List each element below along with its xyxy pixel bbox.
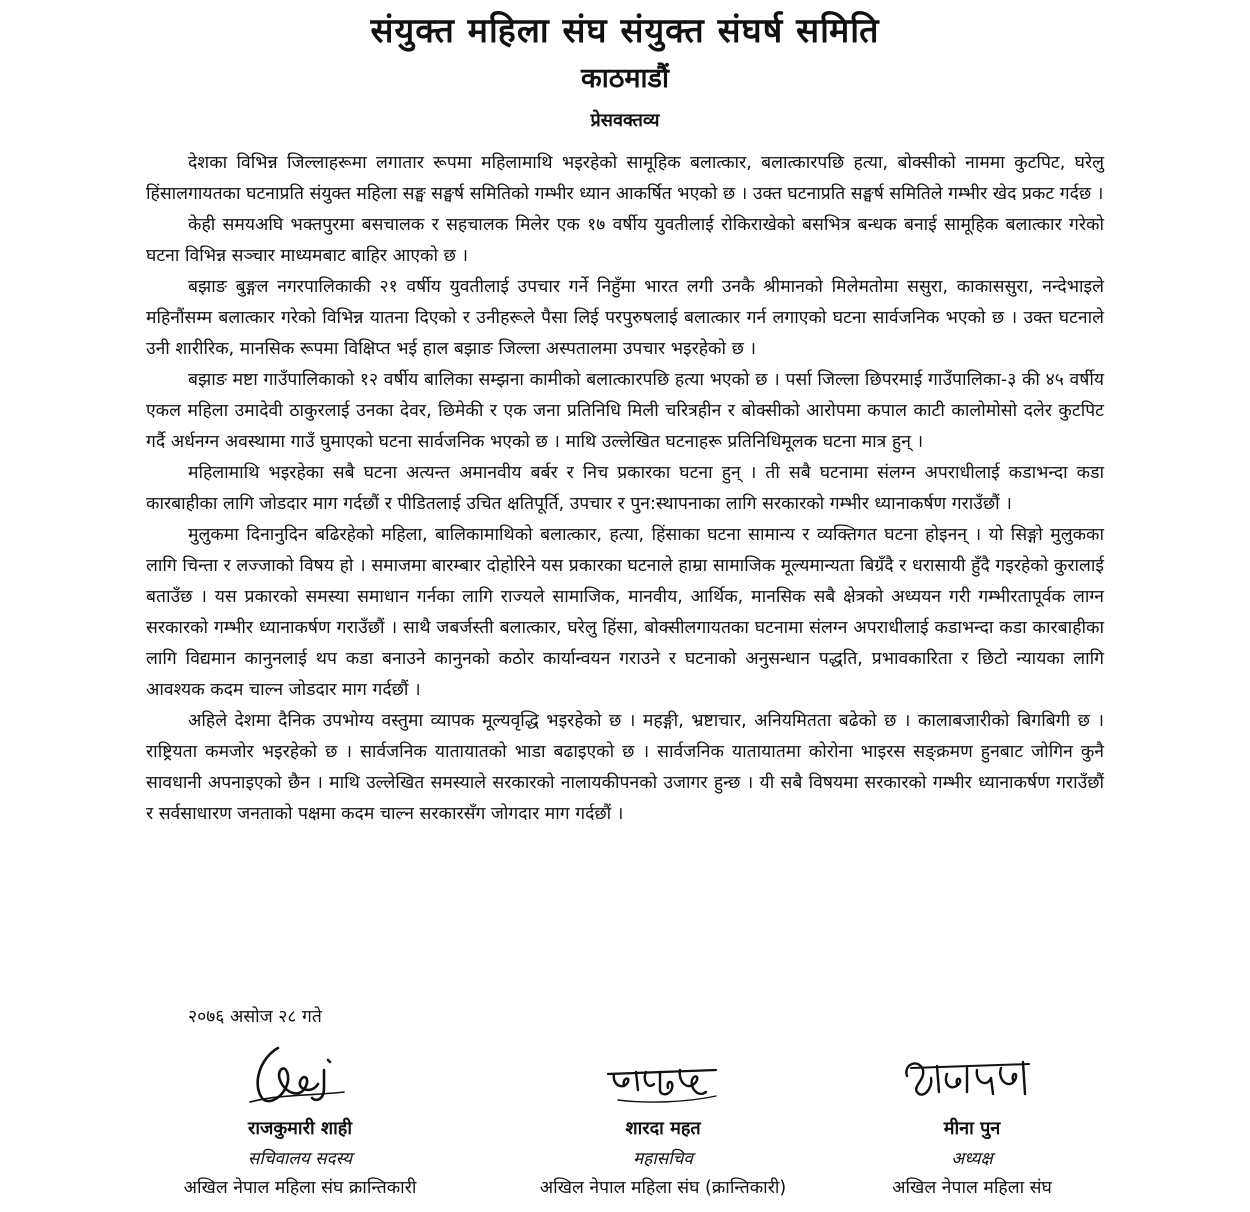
signatory-organization: अखिल नेपाल महिला संघ [892,1178,1052,1198]
signatory-block [862,1040,1082,1199]
document-heading: प्रेसवक्तव्य [590,110,660,131]
signatory-role: अध्यक्ष [951,1149,993,1169]
paragraph: अहिले देशमा दैनिक उपभोग्य वस्तुमा व्यापक मूल्यवृद्धि भइरहेको छ । महङ्गी, भ्रष्टाचार, अनियमितता बढेको छ । कालाबजारीको बिगबिगी छ । राष्ट्रियता कमजोर भइरहेको छ । सार्वजनिक यातायातको भाडा बढाइएको छ । सार्वजनिक यातायातमा कोरोना भाइरस सङ्क्रमण हुनबाट जोगिन कुनै सावधानी अपनाइएको छैन । माथि उल्लेखित समस्याले सरकारको नालायकीपनको उजागर हुन्छ । यी सबै विषयमा सरकारको गम्भीर ध्यानाकर्षण गराउँछौं र सर्वसाधारण जनताको पक्षमा कदम चाल्न सरकारसँग जोगदार माग गर्दछौं । [146,711,1104,824]
paragraph: केही समयअघि भक्तपुरमा बसचालक र सहचालक मिलेर एक १७ वर्षीय युवतीलाई रोकिराखेको बसभित्र बन्धक बनाई सामूहिक बलात्कार गरेको घटना विभिन्न सञ्चार माध्यमबाट बाहिर आएको छ । [146,215,1104,266]
signature-sharada-icon [598,1040,728,1112]
paragraph: बझाङ मष्टा गाउँपालिकाको १२ वर्षीय बालिका सम्झना कामीको बलात्कारपछि हत्या भएको छ । पर्सा जिल्ला छिपरमाई गाउँपालिका-३ की ४५ वर्षीय एकल महिला उमादेवी ठाकुरलाई उनका देवर, छिमेकी र एक जना प्रतिनिधि मिली चरित्रहीन र बोक्सीको आरोपमा कपाल काटी कालोमोसो दलेर कुटपिट गर्दै अर्धनग्न अवस्थामा गाउँ घुमाएको घटना सार्वजनिक भएको छ । माथि उल्लेखित घटनाहरू प्रतिनिधिमूलक घटना मात्र हुन् । [146,370,1104,452]
signatory-organization: अखिल नेपाल महिला संघ क्रान्तिकारी [183,1178,417,1198]
organization-city: काठमाडौं [581,63,669,94]
statement-date: २०७६ असोज २८ गते [188,1007,322,1027]
statement-body [146,148,1104,830]
signatory-name: राजकुमारी शाही [247,1118,353,1139]
signatory-block [140,1040,460,1199]
signatory-role: सचिवालय सदस्य [247,1149,353,1169]
signatory-block [498,1040,828,1199]
paragraph: मुलुकमा दिनानुदिन बढिरहेको महिला, बालिकामाथिको बलात्कार, हत्या, हिंसाका घटना सामान्य र व्यक्तिगत घटना होइनन् । यो सिङ्गो मुलुकका लागि चिन्ता र लज्जाको विषय हो । समाजमा बारम्बार दोहोरिने यस प्रकारका घटनाले हाम्रा सामाजिक मूल्यमान्यता बिग्रँदै र धरासायी हुँदै गइरहेको कुरालाई बताउँछ । यस प्रकारको समस्या समाधान गर्नका लागि राज्यले सामाजिक, मानवीय, आर्थिक, मानसिक सबै क्षेत्रको अध्ययन गरी गम्भीरतापूर्वक लाग्न सरकारको गम्भीर ध्यानाकर्षण गराउँछौं । साथै जबर्जस्ती बलात्कार, घरेलु हिंसा, बोक्सीलगायतका घटनामा संलग्न अपराधीलाई कडाभन्दा कडा कारबाहीका लागि विद्यमान कानुनलाई थप कडा बनाउने कानुनको कठोर कार्यान्वयन गराउने र घटनाको अनुसन्धान पद्धति, प्रभावकारिता र छिटो न्यायका लागि आवश्यक कदम चाल्न जोडदार माग गर्दछौं । [146,525,1104,700]
signatory-role: महासचिव [633,1149,693,1169]
organization-title: संयुक्त महिला संघ संयुक्त संघर्ष समिति [370,11,880,51]
signature-meena-icon [897,1040,1047,1112]
paragraph: देशका विभिन्न जिल्लाहरूमा लगातार रूपमा महिलामाथि भइरहेको सामूहिक बलात्कार, बलात्कारपछि हत्या, बोक्सीको नाममा कुटपिट, घरेलु हिंसालगायतका घटनाप्रति संयुक्त महिला सङ्घ सङ्घर्ष समितिको गम्भीर ध्यान आकर्षित भएको छ । उक्त घटनाप्रति सङ्घर्ष समितिले गम्भीर खेद प्रकट गर्दछ । [146,153,1104,204]
signatory-name: मीना पुन [943,1118,1001,1139]
paragraph: बझाङ बुङ्गल नगरपालिकाकी २१ वर्षीय युवतीलाई उपचार गर्ने निहुँमा भारत लगी उनकै श्रीमानको मिलेमतोमा ससुरा, काकाससुरा, नन्देभाइले महिनौंसम्म बलात्कार गरेको विभिन्न यातना दिएको र उनीहरूले पैसा लिई परपुरुषलाई बलात्कार गर्न लगाएको घटना सार्वजनिक भएको छ । उक्त घटनाले उनी शारीरिक, मानसिक रूपमा विक्षिप्त भई हाल बझाङ जिल्ला अस्पतालमा उपचार भइरहेको छ । [146,277,1104,359]
signatory-name: शारदा महत [625,1118,701,1139]
paragraph: महिलामाथि भइरहेका सबै घटना अत्यन्त अमानवीय बर्बर र निच प्रकारका घटना हुन् । ती सबै घटनामा संलग्न अपराधीलाई कडाभन्दा कडा कारबाहीका लागि जोडदार माग गर्दछौं र पीडितलाई उचित क्षतिपूर्ति, उपचार र पुन:स्थापनाका लागि सरकारको गम्भीर ध्यानाकर्षण गराउँछौं । [146,463,1104,514]
signatory-organization: अखिल नेपाल महिला संघ (क्रान्तिकारी) [539,1178,787,1198]
signature-raj-icon [240,1040,360,1112]
